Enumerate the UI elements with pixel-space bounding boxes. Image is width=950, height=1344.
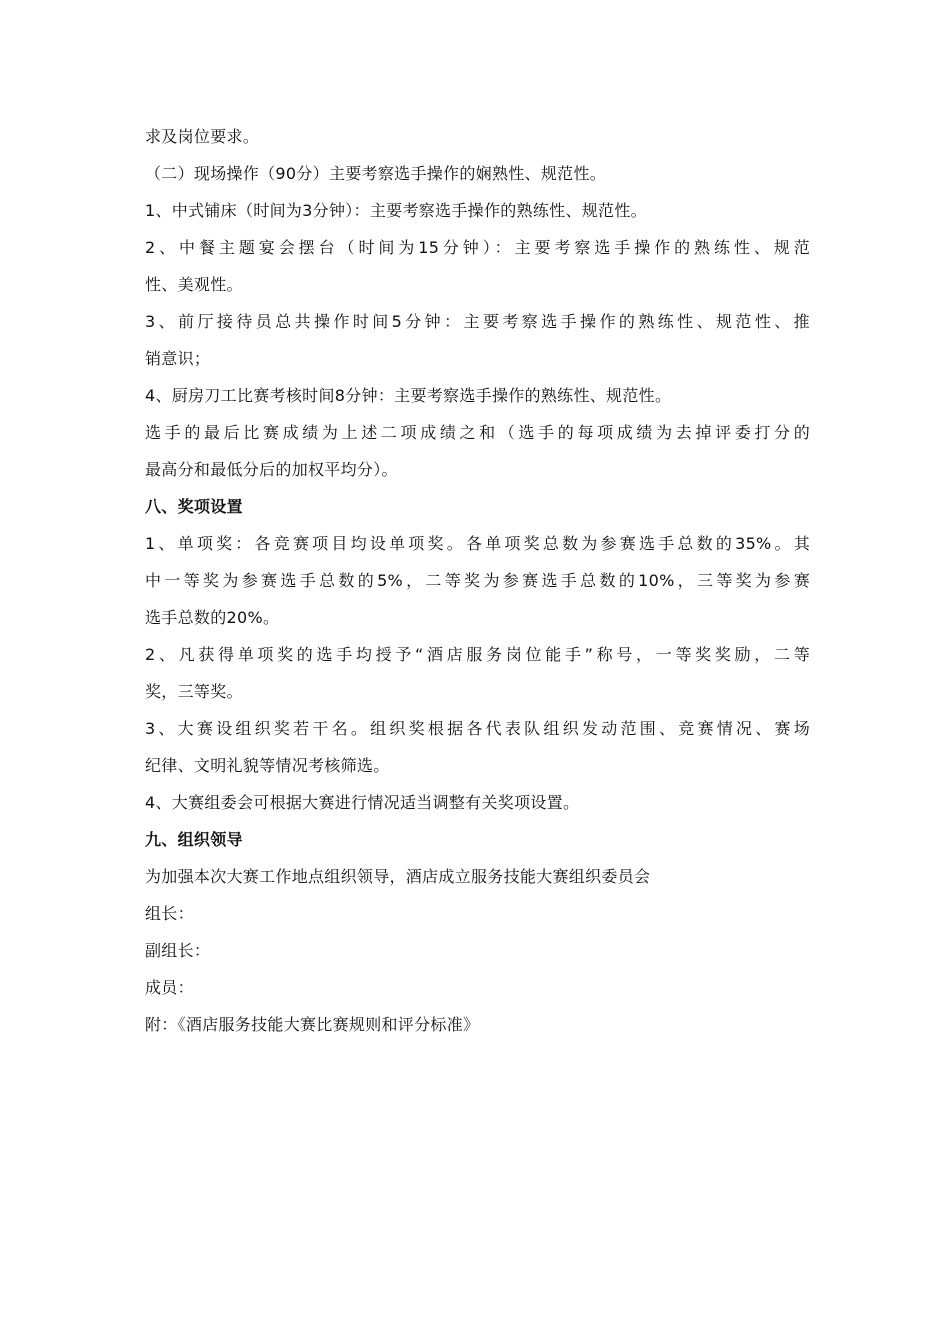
paragraph-line: 2、凡获得单项奖的选手均授予“酒店服务岗位能手”称号，一等奖奖励，二等 — [145, 645, 810, 664]
paragraph-line: 4、大赛组委会可根据大赛进行情况适当调整有关奖项设置。 — [145, 793, 580, 812]
paragraph-line: 4、厨房刀工比赛考核时间8分钟：主要考察选手操作的熟练性、规范性。 — [145, 386, 672, 405]
document-body — [145, 118, 810, 1043]
paragraph-line: 2、中餐主题宴会摆台（时间为15分钟）：主要考察选手操作的熟练性、规范 — [145, 238, 810, 257]
paragraph-line: 3、大赛设组织奖若干名。组织奖根据各代表队组织发动范围、竞赛情况、赛场 — [145, 719, 810, 738]
section-heading: 九、组织领导 — [145, 830, 243, 849]
paragraph-line: 为加强本次大赛工作地点组织领导，酒店成立服务技能大赛组织委员会 — [145, 867, 651, 886]
paragraph-line: 成员： — [145, 978, 194, 997]
paragraph-line: 附：《酒店服务技能大赛比赛规则和评分标准》 — [145, 1015, 480, 1034]
paragraph-line: 纪律、文明礼貌等情况考核筛选。 — [145, 756, 390, 775]
paragraph-line: 选手的最后比赛成绩为上述二项成绩之和（选手的每项成绩为去掉评委打分的 — [145, 423, 810, 442]
paragraph-line: 组长： — [145, 904, 194, 923]
section-heading: 八、奖项设置 — [145, 497, 243, 516]
paragraph-line: 奖，三等奖。 — [145, 682, 243, 701]
paragraph-line: （二）现场操作（90分）主要考察选手操作的娴熟性、规范性。 — [145, 164, 607, 183]
paragraph-line: 求及岗位要求。 — [145, 127, 260, 146]
paragraph-line: 中一等奖为参赛选手总数的5%，二等奖为参赛选手总数的10%，三等奖为参赛 — [145, 571, 810, 590]
paragraph-line: 3、前厅接待员总共操作时间5分钟：主要考察选手操作的熟练性、规范性、推 — [145, 312, 810, 331]
paragraph-line: 性、美观性。 — [145, 275, 243, 294]
paragraph-line: 1、中式铺床（时间为3分钟）：主要考察选手操作的熟练性、规范性。 — [145, 201, 647, 220]
paragraph-line: 选手总数的20%。 — [145, 608, 280, 627]
paragraph-line: 副组长： — [145, 941, 211, 960]
paragraph-line: 最高分和最低分后的加权平均分）。 — [145, 460, 398, 479]
paragraph-line: 销意识； — [145, 349, 211, 368]
paragraph-line: 1、单项奖：各竞赛项目均设单项奖。各单项奖总数为参赛选手总数的35%。其 — [145, 534, 810, 553]
